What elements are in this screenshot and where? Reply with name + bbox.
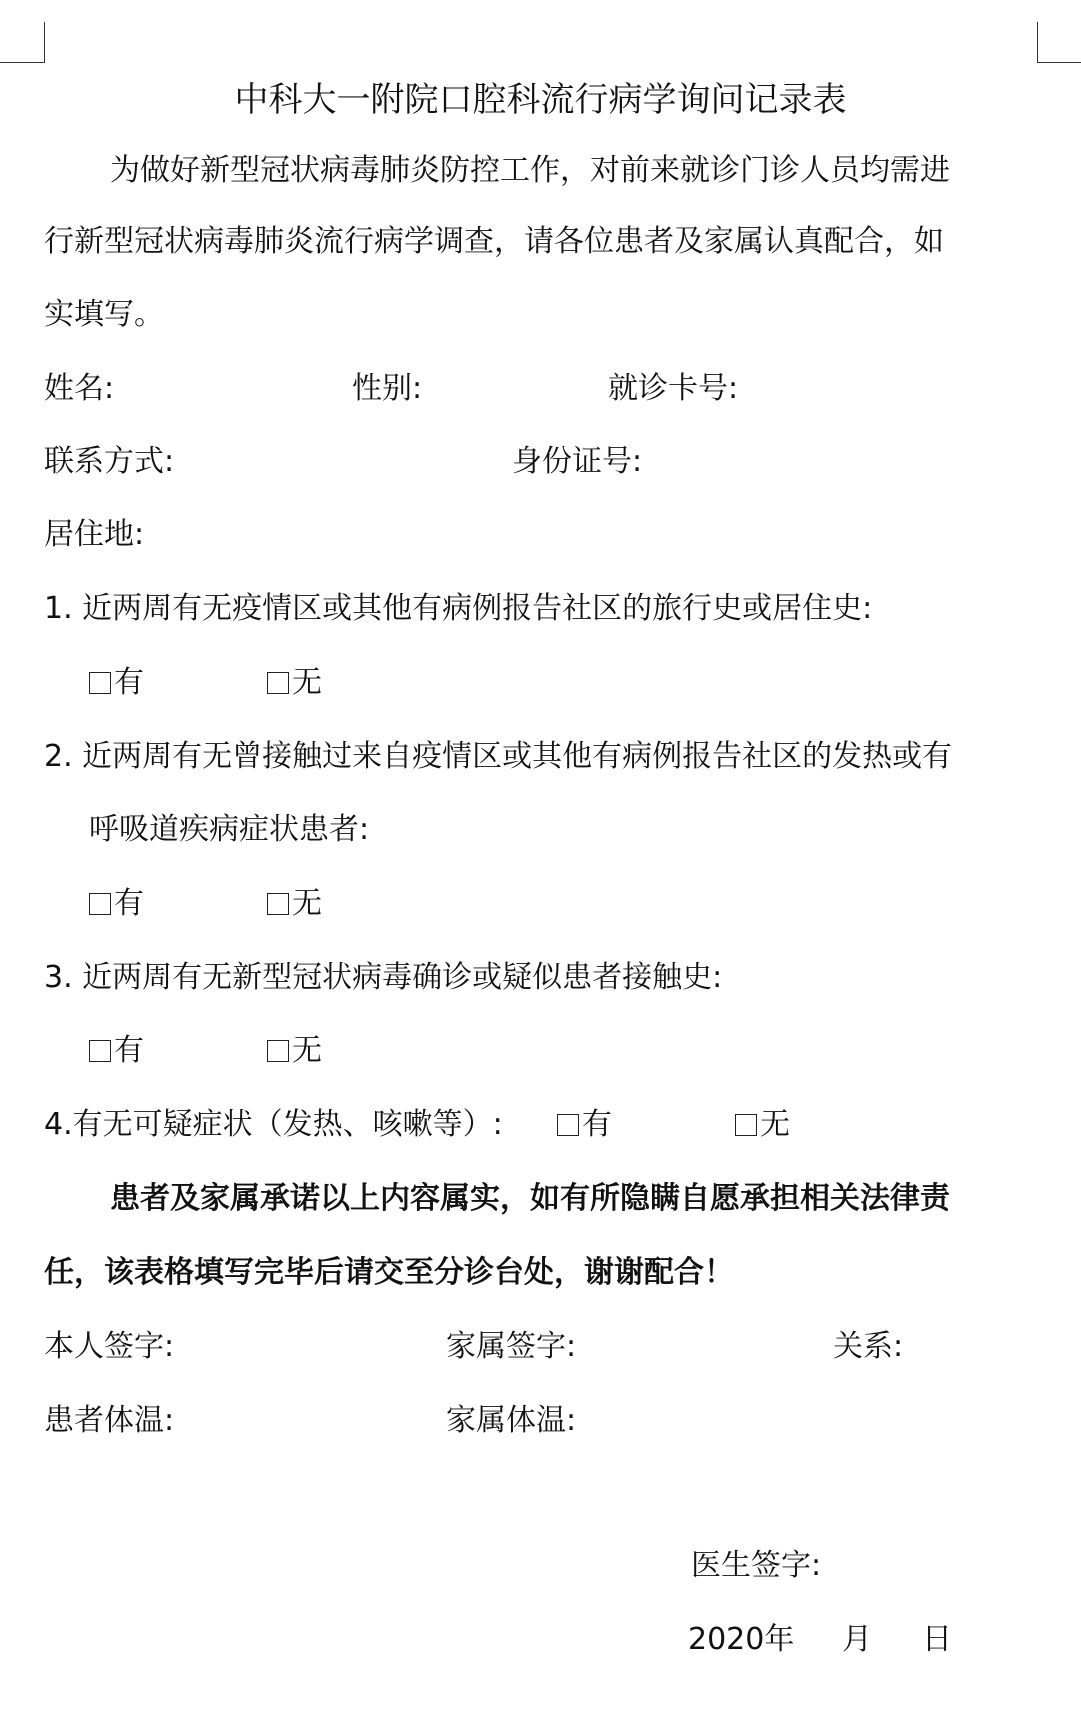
intro-line-1: 为做好新型冠状病毒肺炎防控工作，对前来就诊门诊人员均需进 <box>110 153 950 188</box>
crop-mark-top-left <box>0 22 45 63</box>
q1-no-label: 无 <box>292 665 322 700</box>
card-number-label: 就诊卡号: <box>608 371 739 406</box>
pledge-line-2: 任，该表格填写完毕后请交至分诊台处，谢谢配合！ <box>44 1255 734 1290</box>
checkbox-icon[interactable] <box>89 1040 111 1062</box>
self-signature-label: 本人签字: <box>44 1329 175 1364</box>
intro-line-2: 行新型冠状病毒肺炎流行病学调查，请各位患者及家属认真配合，如 <box>44 224 944 259</box>
gender-label: 性别: <box>352 371 423 406</box>
name-label: 姓名: <box>44 371 115 406</box>
q2-no-option[interactable] <box>267 886 322 922</box>
checkbox-icon[interactable] <box>267 1040 289 1062</box>
q3-yes-option[interactable] <box>89 1033 144 1069</box>
date-month: 月 <box>842 1622 872 1657</box>
intro-line-3: 实填写。 <box>44 297 164 332</box>
patient-temperature-label: 患者体温: <box>44 1403 175 1438</box>
question-2-line-1: 2. 近两周有无曾接触过来自疫情区或其他有病例报告社区的发热或有 <box>44 739 953 774</box>
question-3: 3. 近两周有无新型冠状病毒确诊或疑似患者接触史: <box>44 960 723 995</box>
crop-mark-top-right <box>1037 22 1081 63</box>
question-2-line-2: 呼吸道疾病症状患者: <box>89 812 370 847</box>
q3-no-label: 无 <box>292 1033 322 1068</box>
q2-no-label: 无 <box>292 886 322 921</box>
checkbox-icon[interactable] <box>89 893 111 915</box>
q1-yes-option[interactable] <box>89 665 144 701</box>
q3-yes-label: 有 <box>114 1033 144 1068</box>
q4-yes-label: 有 <box>582 1107 612 1142</box>
q2-yes-label: 有 <box>114 886 144 921</box>
q2-yes-option[interactable] <box>89 886 144 922</box>
q4-no-option[interactable] <box>735 1107 790 1143</box>
checkbox-icon[interactable] <box>557 1114 579 1136</box>
pledge-line-1: 患者及家属承诺以上内容属实，如有所隐瞒自愿承担相关法律责 <box>110 1181 950 1216</box>
q4-no-label: 无 <box>760 1107 790 1142</box>
doctor-signature-label: 医生签字: <box>691 1548 822 1583</box>
contact-label: 联系方式: <box>44 444 175 479</box>
question-4: 4.有无可疑症状（发热、咳嗽等）: <box>44 1107 503 1142</box>
residence-label: 居住地: <box>44 517 145 552</box>
form-title: 中科大一附院口腔科流行病学询问记录表 <box>234 80 847 120</box>
checkbox-icon[interactable] <box>267 893 289 915</box>
question-1: 1. 近两周有无疫情区或其他有病例报告社区的旅行史或居住史: <box>44 591 873 626</box>
date-year: 2020年 <box>688 1622 795 1657</box>
family-signature-label: 家属签字: <box>446 1329 577 1364</box>
checkbox-icon[interactable] <box>89 672 111 694</box>
checkbox-icon[interactable] <box>735 1114 757 1136</box>
q1-yes-label: 有 <box>114 665 144 700</box>
date-day: 日 <box>922 1622 952 1657</box>
family-temperature-label: 家属体温: <box>446 1403 577 1438</box>
q1-no-option[interactable] <box>267 665 322 701</box>
checkbox-icon[interactable] <box>267 672 289 694</box>
relation-label: 关系: <box>833 1329 904 1364</box>
q4-yes-option[interactable] <box>557 1107 612 1143</box>
q3-no-option[interactable] <box>267 1033 322 1069</box>
id-number-label: 身份证号: <box>512 444 643 479</box>
